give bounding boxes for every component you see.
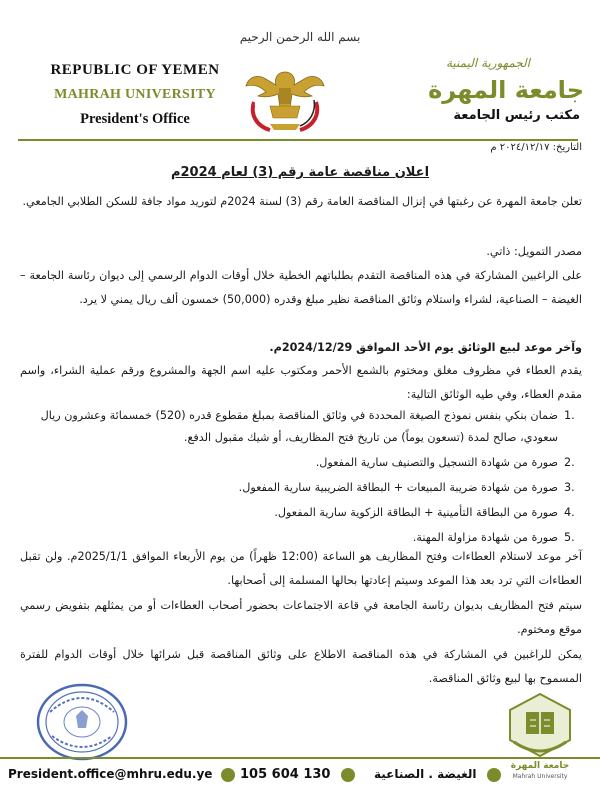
location-text: الغيضة . الصناعية xyxy=(374,767,477,781)
footer-location xyxy=(374,767,501,782)
phone-text: 105 604 130 xyxy=(240,767,331,782)
required-documents-list xyxy=(20,405,582,552)
paragraph-opening-location: سيتم فتح المظاريف بديوان رئاسة الجامعة في قاعة الاجتماعات بحضور أصحاب العطاءات أو من يمثلهم بتفويض رسمي موقع ومختوم. xyxy=(20,599,582,636)
list-item xyxy=(20,502,582,524)
paragraph-funding: مصدر التمويل: ذاتي. xyxy=(486,245,582,258)
announcement-title: اعلان مناقصة عامة رقم (3) لعام 2024م xyxy=(170,165,430,180)
ar-office: مكتب رئيس الجامعة xyxy=(453,108,580,123)
list-item xyxy=(20,405,582,449)
en-university: MAHRAH UNIVERSITY xyxy=(54,87,216,102)
item-text: صورة من شهادة ضريبة المبيعات + البطاقة الضريبية سارية المفعول. xyxy=(238,481,558,494)
list-item xyxy=(20,452,582,474)
ar-country: الجمهورية اليمنية xyxy=(445,56,530,70)
basmala: بسم الله الرحمن الرحيم xyxy=(239,30,361,44)
item-text: ضمان بنكي بنفس نموذج الصيغة المحددة في وثائق المناقصة بمبلغ مقطوع قدره (520) خمسمائة وعشرون ريال سعودي، صالح لمدة (تسعون يوماً) من تاريخ فتح المظاريف، أو شيك مقبول الدفع. xyxy=(40,409,558,444)
paragraph-application: على الراغبين المشاركة في هذه المناقصة التقدم بطلباتهم الخطية خلال أوقات الدوام الرسمي إلى ديوان رئاسة الجامعة – الغيضة – الصناعية، لشراء واستلام وثائق المناقصة نظير مبلغ وقدره (50,000) خمسون ألف ريال يمني لا يرد. xyxy=(20,269,582,306)
ar-university: جامعة المهرة xyxy=(428,76,584,104)
paragraph-review: يمكن للراغبين في المشاركة في هذه المناقصة الاطلاع على وثائق المناقصة قبل شرائها خلال أوقات الدوام للفترة المسموح بها لبيع وثائق المناقصة. xyxy=(20,648,582,685)
en-office: President's Office xyxy=(80,111,190,127)
item-number: .2 xyxy=(564,456,575,469)
yemen-emblem-icon xyxy=(240,58,330,138)
location-icon xyxy=(487,768,501,782)
date-line: التاريخ: ٢٠٢٤/١٢/١٧ م xyxy=(490,142,582,153)
official-stamp-icon xyxy=(36,682,128,762)
footer-phone[interactable] xyxy=(240,767,355,782)
footer-email[interactable] xyxy=(8,767,235,782)
phone-icon xyxy=(341,768,355,782)
university-logo-icon xyxy=(500,690,580,780)
item-number: .4 xyxy=(564,506,575,519)
header-divider xyxy=(18,139,578,141)
paragraph-deadline-sale: وآخر موعد لبيع الوثائق يوم الأحد الموافق 2024/12/29م. xyxy=(269,341,582,354)
paragraph-intro: تعلن جامعة المهرة عن رغبتها في إنزال المناقصة العامة رقم (3) لسنة 2024م لتوريد مواد جافة للسكن الطلابي الجامعي. xyxy=(22,195,582,208)
logo-ar-text: جامعة المهرة xyxy=(510,761,570,771)
item-number: .5 xyxy=(564,531,575,544)
logo-en-text: Mahrah University xyxy=(512,773,568,780)
item-text: صورة من شهادة مزاولة المهنة. xyxy=(412,531,558,544)
paragraph-opening-deadline: آخر موعد لاستلام العطاءات وفتح المظاريف هو الساعة (12:00 ظهراً) من يوم الأربعاء الموافق 2025/1/1م. ولن تقبل العطاءات التي ترد بعد هذا الموعد وسيتم إعادتها بحالها المسلمة إلى أصحابها. xyxy=(20,550,582,587)
item-text: صورة من شهادة التسجيل والتصنيف سارية المفعول. xyxy=(315,456,558,469)
list-item xyxy=(20,477,582,499)
item-number: .1 xyxy=(564,409,575,422)
email-icon xyxy=(221,768,235,782)
item-text: صورة من البطاقة التأمينية + البطاقة الزكوية سارية المفعول. xyxy=(274,506,558,519)
email-text: President.office@mhru.edu.ye xyxy=(8,767,213,781)
en-country: REPUBLIC OF YEMEN xyxy=(50,62,220,78)
footer-divider xyxy=(0,757,600,759)
paragraph-submission: يقدم العطاء في مظروف مغلق ومختوم بالشمع الأحمر ومكتوب عليه اسم الجهة والمشروع ورقم عملية الشراء، واسم مقدم العطاء، وفي طيه الوثائق التالية: xyxy=(20,364,582,401)
item-number: .3 xyxy=(564,481,575,494)
